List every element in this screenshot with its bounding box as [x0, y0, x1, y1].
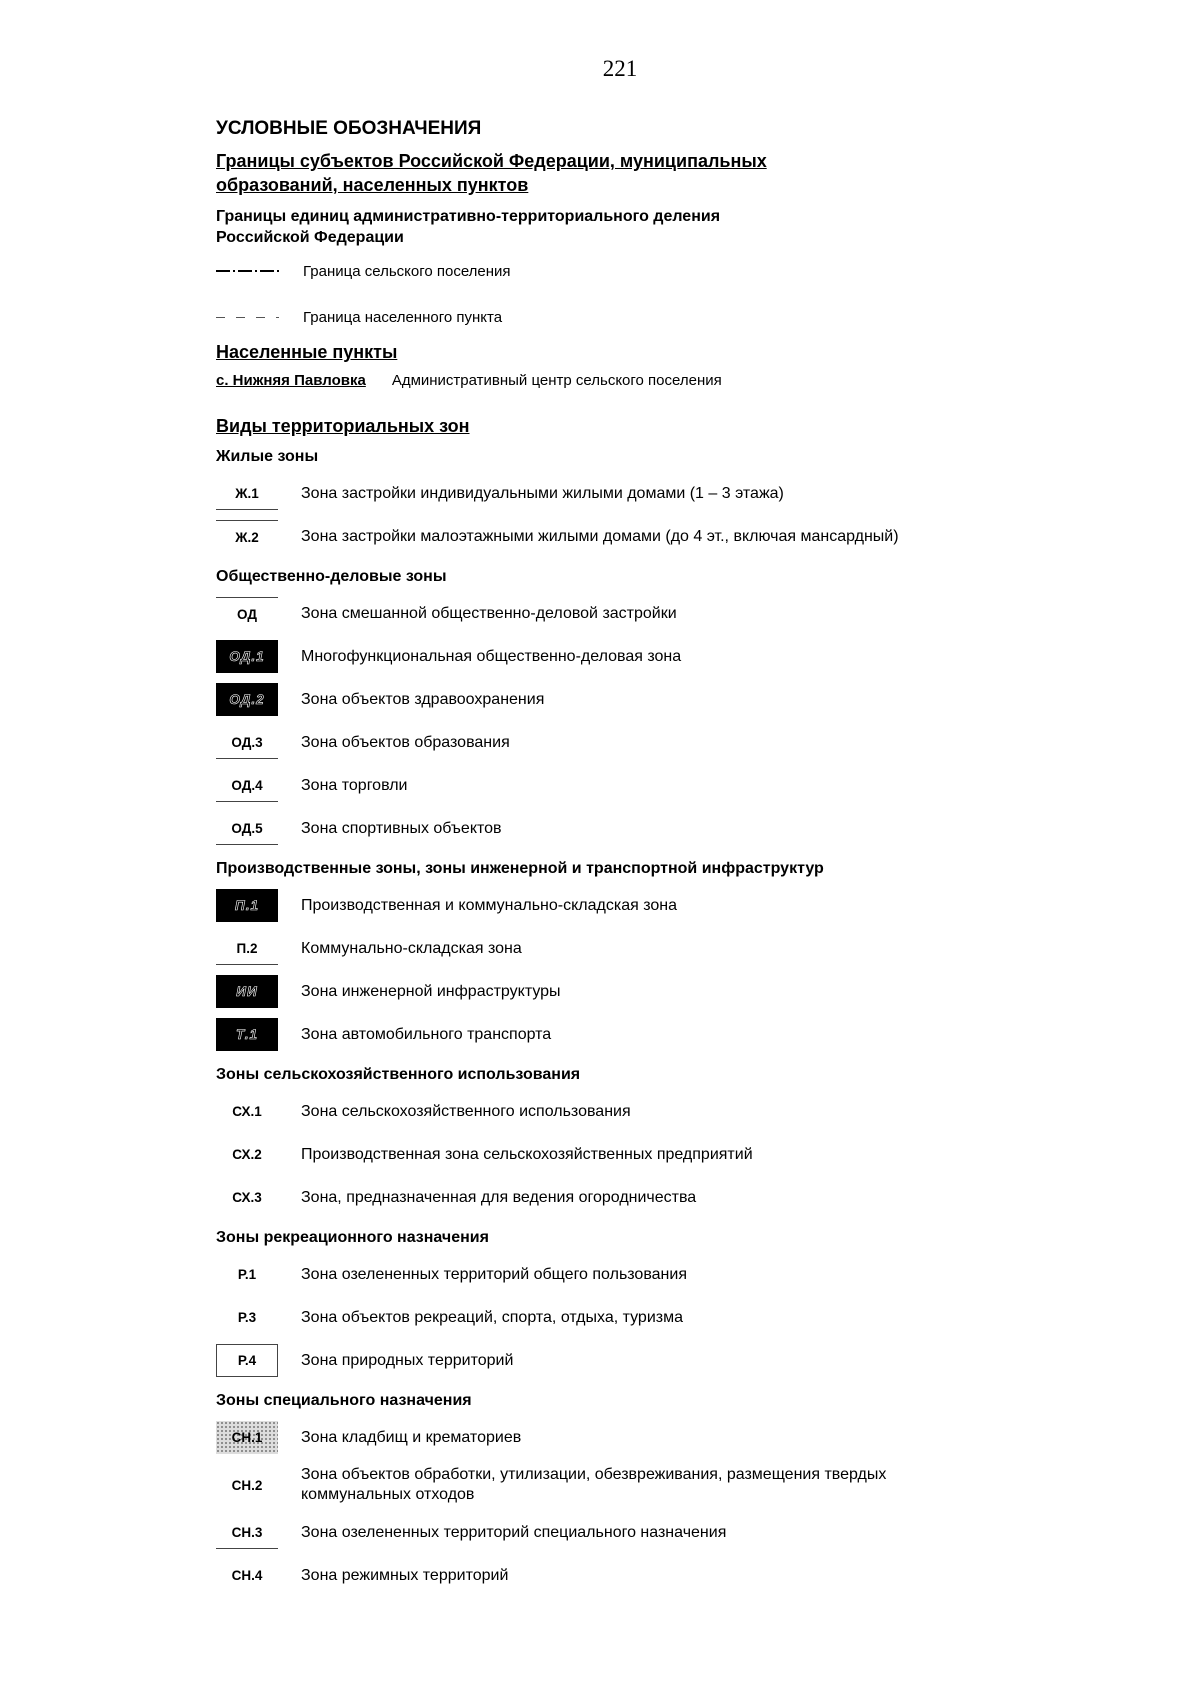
zone-row [216, 764, 1176, 807]
zone-list [216, 1416, 1176, 1597]
zone-list [216, 1253, 1176, 1382]
zone-description: Зона природных территорий [301, 1351, 514, 1369]
zone-code-symbol: ИИ [216, 975, 278, 1008]
zone-description: Зона инженерной инфраструктуры [301, 982, 561, 1000]
boundaries-heading: Границы субъектов Российской Федерации, муниципальных образований, населенных пунктов [216, 151, 767, 195]
zone-row [216, 592, 1176, 635]
zone-group-heading: Зоны специального назначения [216, 1392, 472, 1409]
zone-groups [216, 446, 1176, 1597]
zone-list [216, 472, 1176, 558]
zone-list [216, 884, 1176, 1056]
zone-code-symbol: СХ.3 [232, 1190, 262, 1205]
zone-code-symbol: Ж.1 [216, 477, 278, 510]
zone-group-heading: Зоны рекреационного назначения [216, 1229, 489, 1246]
legend-label: Граница населенного пункта [303, 308, 503, 326]
zone-row [216, 1296, 1176, 1339]
zone-description: Зона торговли [301, 776, 408, 794]
zone-row [216, 1090, 1176, 1133]
zone-row [216, 1013, 1176, 1056]
legend-locality-boundary [216, 294, 1176, 340]
legend-content [216, 118, 1176, 1597]
zone-code-symbol: ОД.1 [216, 640, 278, 673]
zone-code-symbol: ОД.5 [216, 812, 278, 845]
zone-group-heading: Зоны сельскохозяйственного использования [216, 1066, 581, 1083]
zone-row [216, 1176, 1176, 1219]
zone-description: Коммунально-складская зона [301, 939, 522, 957]
zone-code-symbol: ОД [216, 597, 278, 630]
zone-list [216, 592, 1176, 850]
page-title: УСЛОВНЫЕ ОБОЗНАЧЕНИЯ [216, 118, 482, 139]
zone-group-heading: Общественно-деловые зоны [216, 568, 447, 585]
zone-description: Многофункциональная общественно-деловая зона [301, 647, 682, 665]
zone-group-heading: Производственные зоны, зоны инженерной и транспортной инфраструктур [216, 860, 824, 877]
zone-description: Зона режимных территорий [301, 1566, 509, 1584]
zone-code-symbol: Т.1 [216, 1018, 278, 1051]
zone-row [216, 635, 1176, 678]
zones-heading: Виды территориальных зон [216, 416, 470, 436]
settlement-name: с. Нижняя Павловка [216, 371, 366, 389]
zone-description: Зона спортивных объектов [301, 819, 502, 837]
zone-description: Зона кладбищ и крематориев [301, 1428, 522, 1446]
settlement-row [216, 368, 1176, 392]
zone-description: Зона объектов рекреаций, спорта, отдыха, туризма [301, 1308, 683, 1326]
zone-code-symbol: СХ.2 [232, 1147, 262, 1162]
zone-code-symbol: Р.1 [237, 1267, 257, 1282]
zone-code-symbol: СХ.1 [232, 1104, 262, 1119]
zone-code-symbol: СН.2 [231, 1477, 263, 1493]
zone-row [216, 721, 1176, 764]
zone-description: Зона объектов обработки, утилизации, обезвреживания, размещения твердых коммунальных отходов [301, 1466, 887, 1503]
zone-row [216, 472, 1176, 515]
zone-row [216, 1253, 1176, 1296]
zone-description: Зона застройки индивидуальными жилыми домами (1 – 3 этажа) [301, 484, 784, 502]
zone-row [216, 970, 1176, 1013]
zone-code-symbol: СН.4 [231, 1568, 263, 1583]
zone-description: Зона автомобильного транспорта [301, 1025, 552, 1043]
settlement-description: Административный центр сельского поселения [391, 371, 722, 389]
zone-row [216, 1511, 1176, 1554]
zone-code-symbol: ОД.3 [216, 726, 278, 759]
zone-row [216, 678, 1176, 721]
zone-description: Зона объектов образования [301, 733, 510, 751]
zone-description: Зона объектов здравоохранения [301, 690, 545, 708]
zone-description: Производственная и коммунально-складская зона [301, 896, 678, 914]
dash-dot-line-icon [216, 270, 279, 272]
zone-code-symbol: ОД.2 [216, 683, 278, 716]
zone-description: Зона смешанной общественно-деловой застройки [301, 604, 677, 622]
settlements-heading: Населенные пункты [216, 342, 398, 362]
zone-code-symbol: СН.1 [216, 1421, 278, 1454]
legend-label: Граница сельского поселения [303, 262, 511, 280]
dashed-line-icon [216, 317, 279, 318]
zone-code-symbol: П.1 [216, 889, 278, 922]
zone-row [216, 884, 1176, 927]
zone-row [216, 1459, 1176, 1511]
zone-code-symbol: Р.4 [216, 1344, 278, 1377]
zone-code-symbol: ОД.4 [216, 769, 278, 802]
zone-code-symbol: СН.3 [216, 1516, 278, 1549]
zone-row [216, 807, 1176, 850]
legend-rural-settlement-boundary [216, 248, 1176, 294]
zone-row [216, 1416, 1176, 1459]
zone-row [216, 1554, 1176, 1597]
page-number: 221 [602, 56, 638, 81]
zone-description: Зона сельскохозяйственного использования [301, 1102, 631, 1120]
zone-description: Зона, предназначенная для ведения огородничества [301, 1188, 697, 1206]
zone-code-symbol: Р.3 [237, 1310, 257, 1325]
zone-code-symbol: Ж.2 [216, 520, 278, 553]
zone-description: Зона озелененных территорий общего пользования [301, 1265, 687, 1283]
zone-description: Производственная зона сельскохозяйственных предприятий [301, 1145, 753, 1163]
zone-description: Зона озелененных территорий специального назначения [301, 1523, 727, 1541]
zone-group-heading: Жилые зоны [216, 448, 319, 465]
admin-boundaries-heading: Границы единиц административно-территориального деления Российской Федерации [216, 208, 721, 246]
zone-row [216, 1133, 1176, 1176]
zone-code-symbol: П.2 [216, 932, 278, 965]
zone-description: Зона застройки малоэтажными жилыми домами (до 4 эт., включая мансардный) [301, 527, 899, 545]
zone-row [216, 1339, 1176, 1382]
zone-row [216, 515, 1176, 558]
zone-row [216, 927, 1176, 970]
zone-list [216, 1090, 1176, 1219]
